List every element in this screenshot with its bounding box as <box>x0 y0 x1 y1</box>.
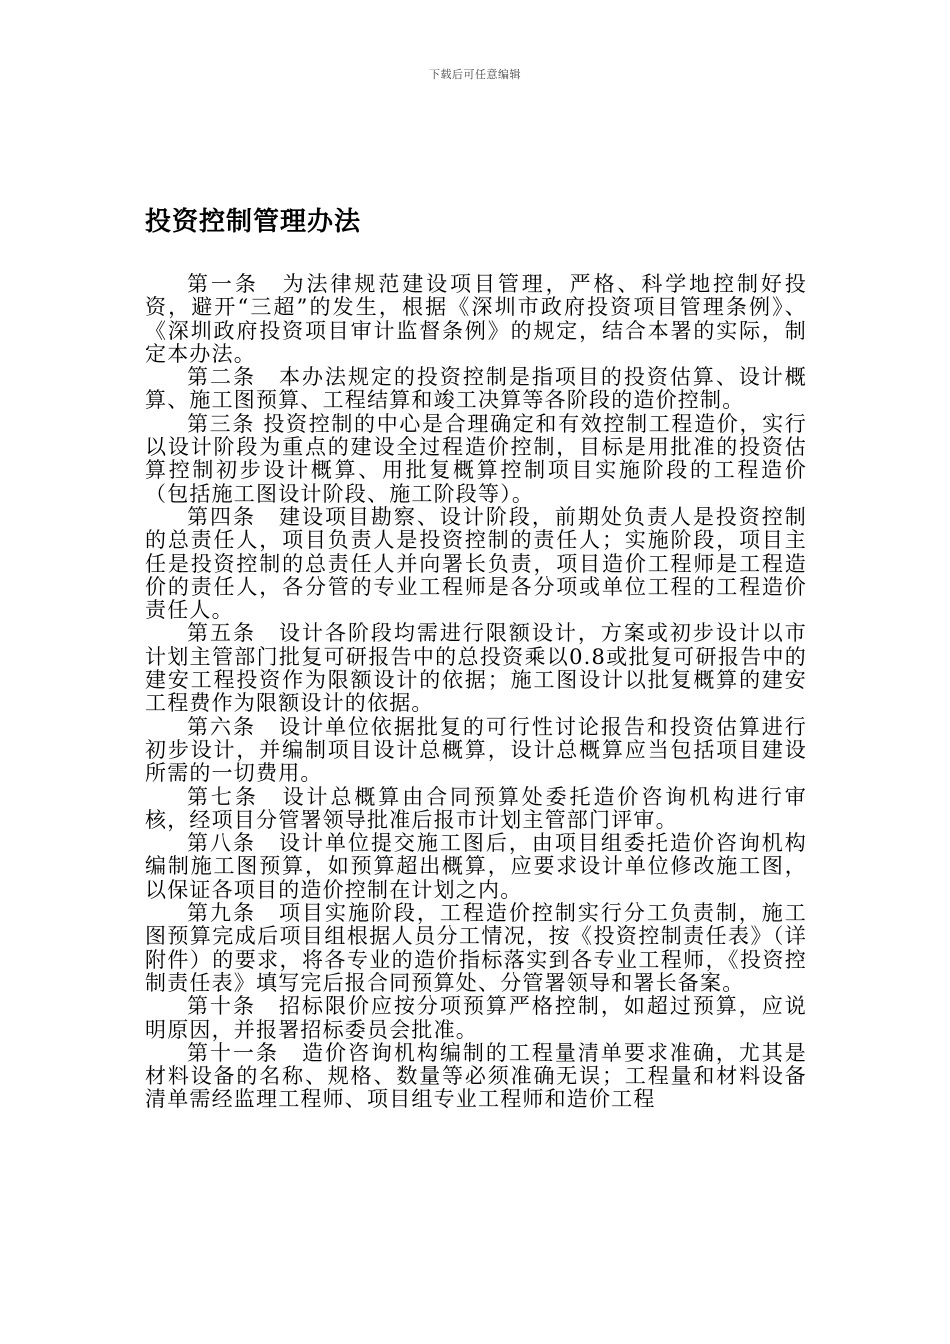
article-5-paragraph: 第五条 设计各阶段均需进行限额设计，方案或初步设计以市计划主管部门批复可研报告中的总投资乘以0.8或批复可研报告中的建安工程投资作为限额设计的依据；施工图设计以批复概算的建安工程费作为限额设计的依据。 <box>145 621 807 716</box>
article-10-paragraph: 第十条 招标限价应按分项预算严格控制，如超过预算，应说明原因，并报署招标委员会批准。 <box>145 994 807 1042</box>
document-body <box>145 273 807 1112</box>
article-9-paragraph: 第九条 项目实施阶段，工程造价控制实行分工负责制，施工图预算完成后项目组根据人员分工情况，按《投资控制责任表》（详附件）的要求，将各专业的造价指标落实到各专业工程师，《投资控制责任表》填写完后报合同预算处、分管署领导和署长备案。 <box>145 901 807 995</box>
article-1-paragraph: 第一条 为法律规范建设项目管理，严格、科学地控制好投资，避开“三超”的发生，根据《深圳市政府投资项目管理条例》、《深圳政府投资项目审计监督条例》的规定，结合本署的实际，制定本办法。 <box>145 272 807 366</box>
article-3-paragraph: 第三条 投资控制的中心是合理确定和有效控制工程造价，实行以设计阶段为重点的建设全过程造价控制，目标是用批准的投资估算控制初步设计概算、用批复概算控制项目实施阶段的工程造价（包括施工图设计阶段、施工阶段等）。 <box>145 411 807 506</box>
page-header-note: 下载后可任意编辑 <box>429 68 521 81</box>
article-8-paragraph: 第八条 设计单位提交施工图后，由项目组委托造价咨询机构编制施工图预算，如预算超出概算，应要求设计单位修改施工图，以保证各项目的造价控制在计划之内。 <box>145 831 807 902</box>
article-11-paragraph: 第十一条 造价咨询机构编制的工程量清单要求准确，尤其是材料设备的名称、规格、数量等必须准确无误；工程量和材料设备清单需经监理工程师、项目组专业工程师和造价工程 <box>145 1040 807 1112</box>
article-4-paragraph: 第四条 建设项目勘察、设计阶段，前期处负责人是投资控制的总责任人，项目负责人是投资控制的责任人；实施阶段，项目主任是投资控制的总责任人并向署长负责，项目造价工程师是工程造价的责任人，各分管的专业工程师是各分项或单位工程的工程造价责任人。 <box>145 504 807 623</box>
article-2-paragraph: 第二条 本办法规定的投资控制是指项目的投资估算、设计概算、施工图预算、工程结算和竣工决算等各阶段的造价控制。 <box>145 365 807 413</box>
article-6-paragraph: 第六条 设计单位依据批复的可行性讨论报告和投资估算进行初步设计，并编制项目设计总概算，设计总概算应当包括项目建设所需的一切费用。 <box>145 714 807 786</box>
document-title: 投资控制管理办法 <box>145 207 362 237</box>
article-7-paragraph: 第七条 设计总概算由合同预算处委托造价咨询机构进行审核，经项目分管署领导批准后报市计划主管部门评审。 <box>145 784 807 832</box>
